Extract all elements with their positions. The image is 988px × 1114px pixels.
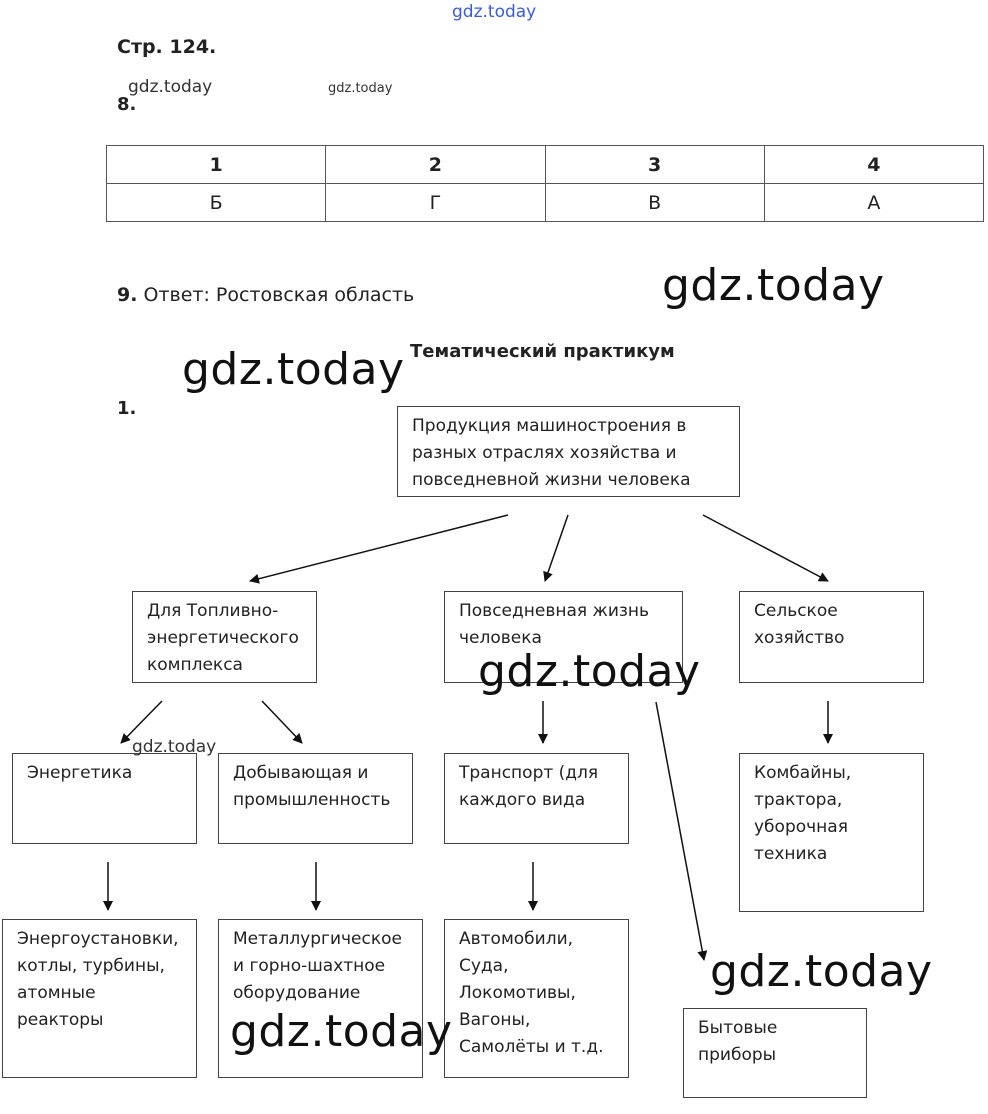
watermark-large-4: gdz.today xyxy=(710,946,933,997)
arrow-root-to-agri xyxy=(703,515,828,581)
agriculture-box: Сельское хозяйство xyxy=(739,591,924,683)
transport-box: Транспорт (для каждого вида xyxy=(444,753,629,844)
appliances-box: Бытовые приборы xyxy=(683,1008,867,1098)
task1-number: 1. xyxy=(117,398,137,419)
arrow-root-to-fuel xyxy=(250,515,508,581)
watermark-small-2: gdz.today xyxy=(328,81,393,96)
task8-number: 8. xyxy=(117,94,137,115)
arrow-daily-to-appliances xyxy=(656,702,704,960)
arrow-root-to-daily xyxy=(545,515,568,581)
table-header-cell: 1 xyxy=(107,146,326,184)
table-cell: В xyxy=(545,184,764,222)
watermark-large-3: gdz.today xyxy=(478,646,701,697)
table-header-cell: 4 xyxy=(764,146,983,184)
table-cell: Г xyxy=(326,184,545,222)
table-cell: Б xyxy=(107,184,326,222)
section-title: Тематический практикум xyxy=(410,341,675,362)
watermark-large-2: gdz.today xyxy=(182,344,405,395)
daily-life-box: Повседневная жизнь человека xyxy=(444,591,683,683)
metallurgy-box: Металлургическое и горно-шахтное оборудование xyxy=(218,919,423,1078)
energy-box: Энергетика xyxy=(12,753,197,844)
mining-box: Добывающая и промышленность xyxy=(218,753,413,844)
watermark-top: gdz.today xyxy=(452,2,537,22)
table-cell: А xyxy=(764,184,983,222)
root-box: Продукция машиностроения в разных отраслях хозяйства и повседневной жизни человека xyxy=(397,406,740,497)
task9-answer: Ответ: Ростовская область xyxy=(143,284,415,306)
vehicles-box: Автомобили, Суда, Локомотивы, Вагоны, Самолёты и т.д. xyxy=(444,919,629,1078)
table-header-cell: 3 xyxy=(545,146,764,184)
table-header-cell: 2 xyxy=(326,146,545,184)
power-plants-box: Энергоустановки, котлы, турбины, атомные реакторы xyxy=(2,919,197,1078)
task9-number: 9. xyxy=(117,284,138,306)
watermark-small-3: gdz.today xyxy=(132,737,217,757)
watermark-large-1: gdz.today xyxy=(662,260,885,311)
page-heading: Стр. 124. xyxy=(117,36,217,58)
fuel-energy-box: Для Топливно-энергетического комплекса xyxy=(132,591,317,683)
watermark-large-5: gdz.today xyxy=(230,1006,453,1057)
arrow-fuel-to-mining xyxy=(262,701,302,743)
watermark-small-1: gdz.today xyxy=(128,77,213,97)
agri-equipment-box: Комбайны, трактора, уборочная техника xyxy=(739,753,924,912)
